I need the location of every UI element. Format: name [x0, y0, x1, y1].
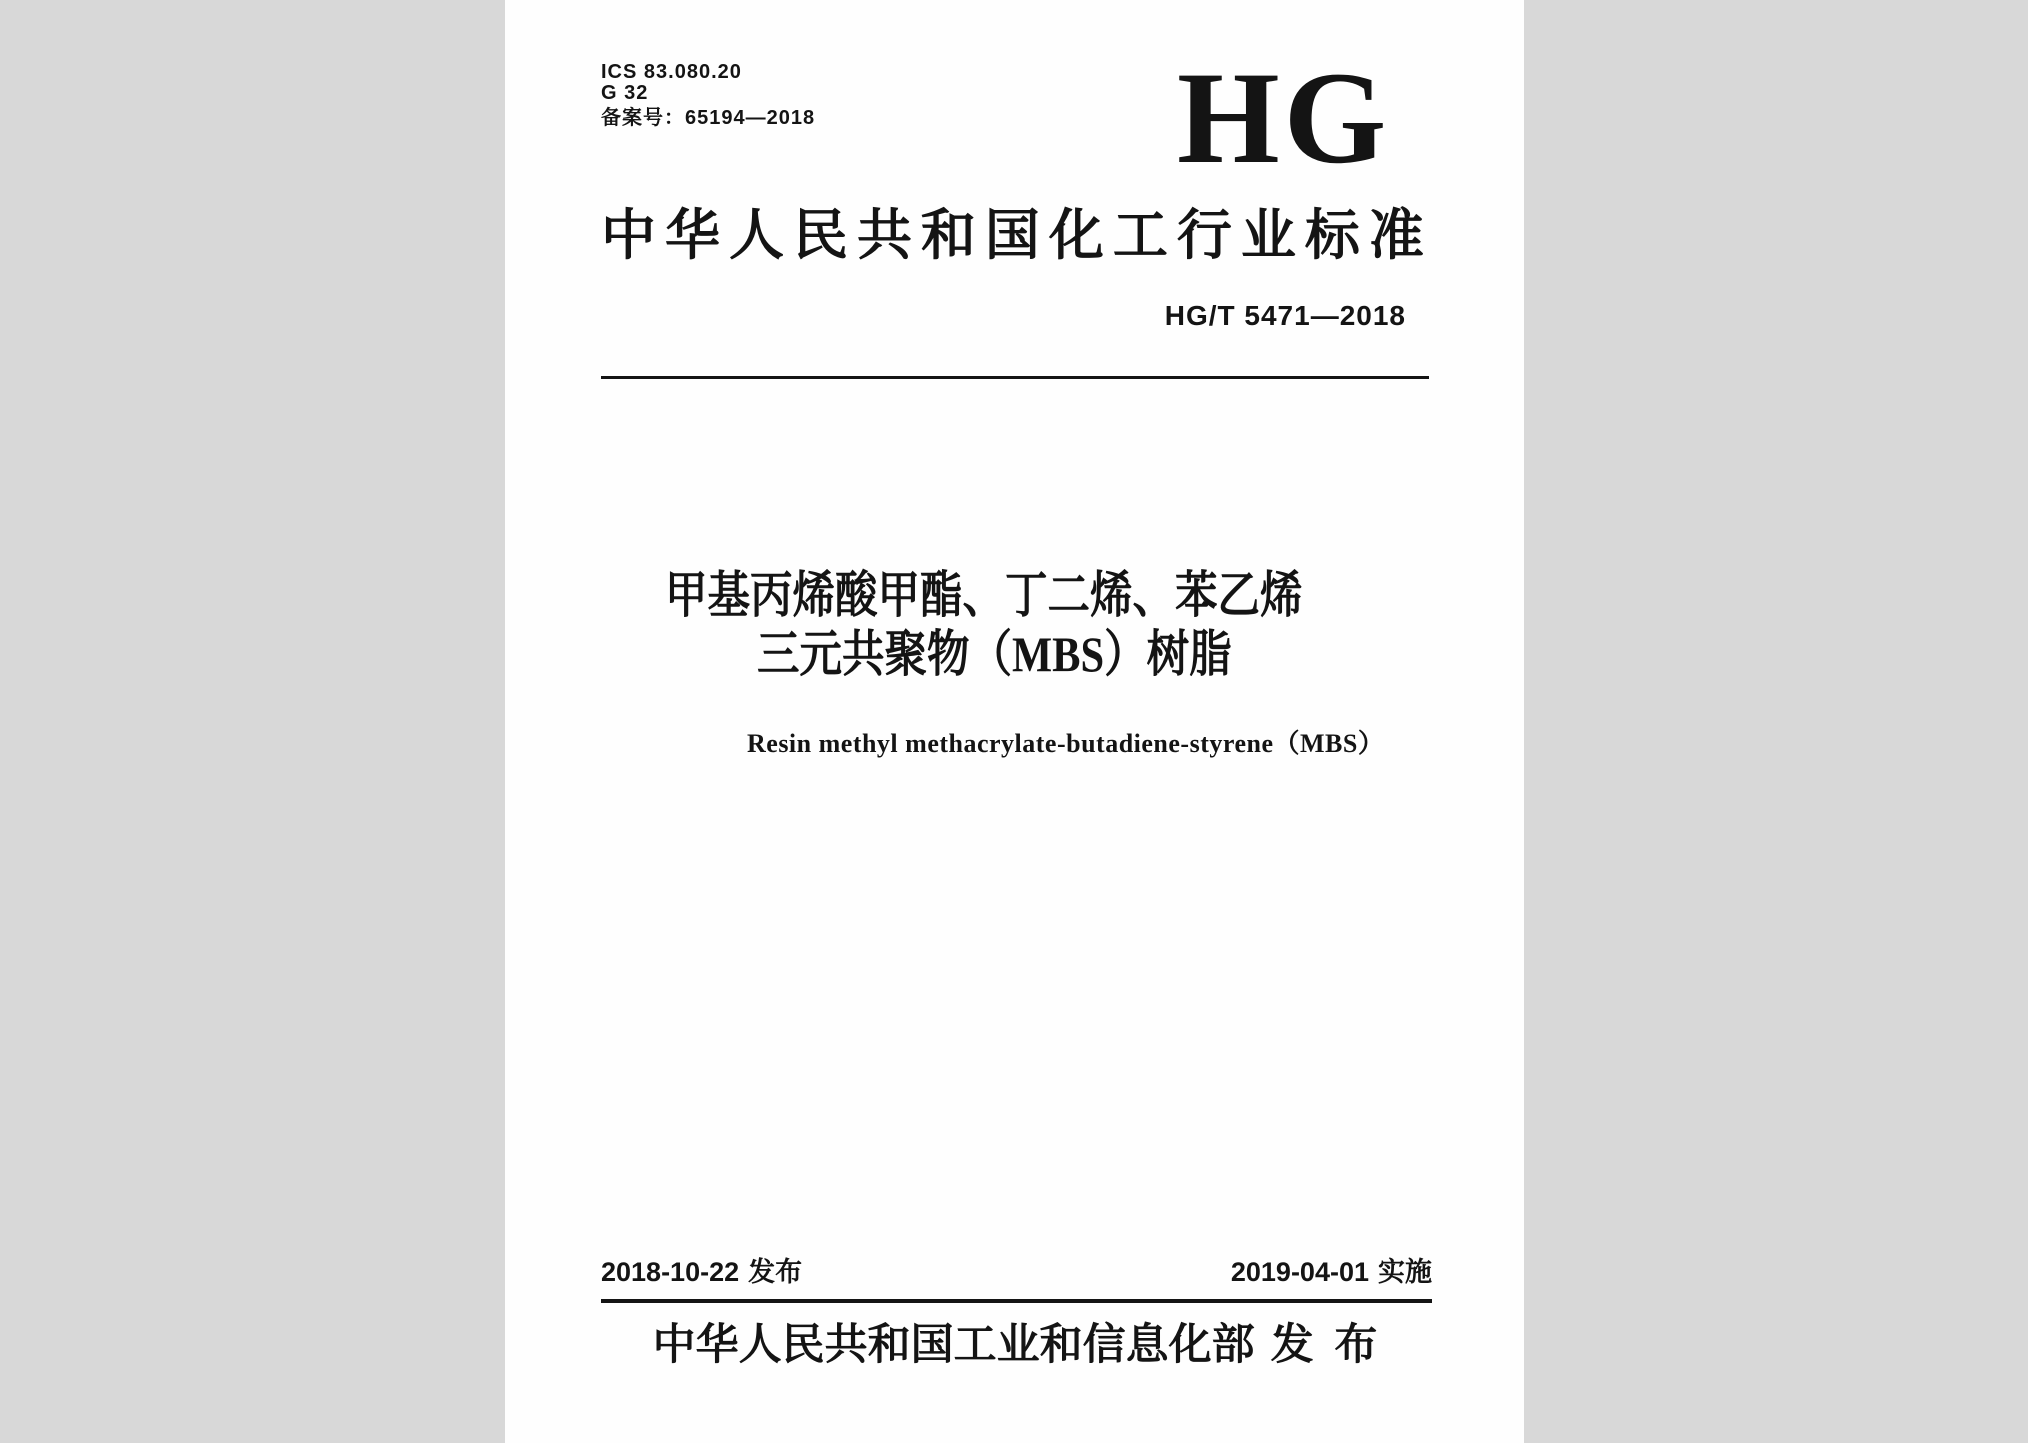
- implement-date: 2019-04-01: [1230, 1257, 1369, 1287]
- header-rule: [601, 376, 1429, 379]
- issue-date-line: [601, 1250, 802, 1289]
- classification-code: G 32: [601, 82, 649, 104]
- ics-code: ICS 83.080.20: [601, 61, 742, 83]
- title-char: 工: [1112, 205, 1168, 266]
- standard-number: HG/T 5471—2018: [1164, 300, 1406, 331]
- title-chinese-line2: 三元共聚物（MBS）树脂: [757, 626, 1232, 682]
- standard-category-title: [601, 206, 1424, 266]
- implement-label: 实施: [1378, 1257, 1432, 1287]
- title-char: 国: [984, 205, 1040, 266]
- title-english: Resin methyl methacrylate-butadiene-styrene（MBS）: [747, 729, 1385, 758]
- title-chinese-line1: 甲基丙烯酸甲酯、丁二烯、苯乙烯: [665, 567, 1303, 623]
- record-number: 备案号：65194—2018: [601, 107, 816, 129]
- title-char: 化: [1048, 205, 1104, 266]
- publisher-line: [601, 1322, 1429, 1370]
- publisher-name: 中华人民共和国工业和信息化部: [652, 1322, 1255, 1369]
- footer-rule: [601, 1299, 1432, 1303]
- title-char: 准: [1368, 205, 1424, 266]
- issue-date: 2018-10-22: [601, 1257, 740, 1287]
- title-char: 民: [792, 205, 848, 266]
- implement-date-line: [1231, 1250, 1432, 1289]
- title-char: 中: [601, 205, 657, 266]
- title-char: 业: [1240, 205, 1296, 266]
- publish-label: 发 布: [1270, 1322, 1378, 1369]
- hg-logo: HG: [1177, 44, 1391, 191]
- title-char: 人: [728, 205, 784, 266]
- title-char: 共: [856, 205, 912, 266]
- ics-classification-block: [601, 62, 815, 129]
- title-char: 和: [920, 205, 976, 266]
- title-char: 华: [664, 205, 720, 266]
- issue-label: 发布: [748, 1257, 803, 1287]
- title-char: 标: [1304, 205, 1360, 266]
- title-char: 行: [1176, 205, 1232, 266]
- standard-cover-page: [505, 0, 1524, 1443]
